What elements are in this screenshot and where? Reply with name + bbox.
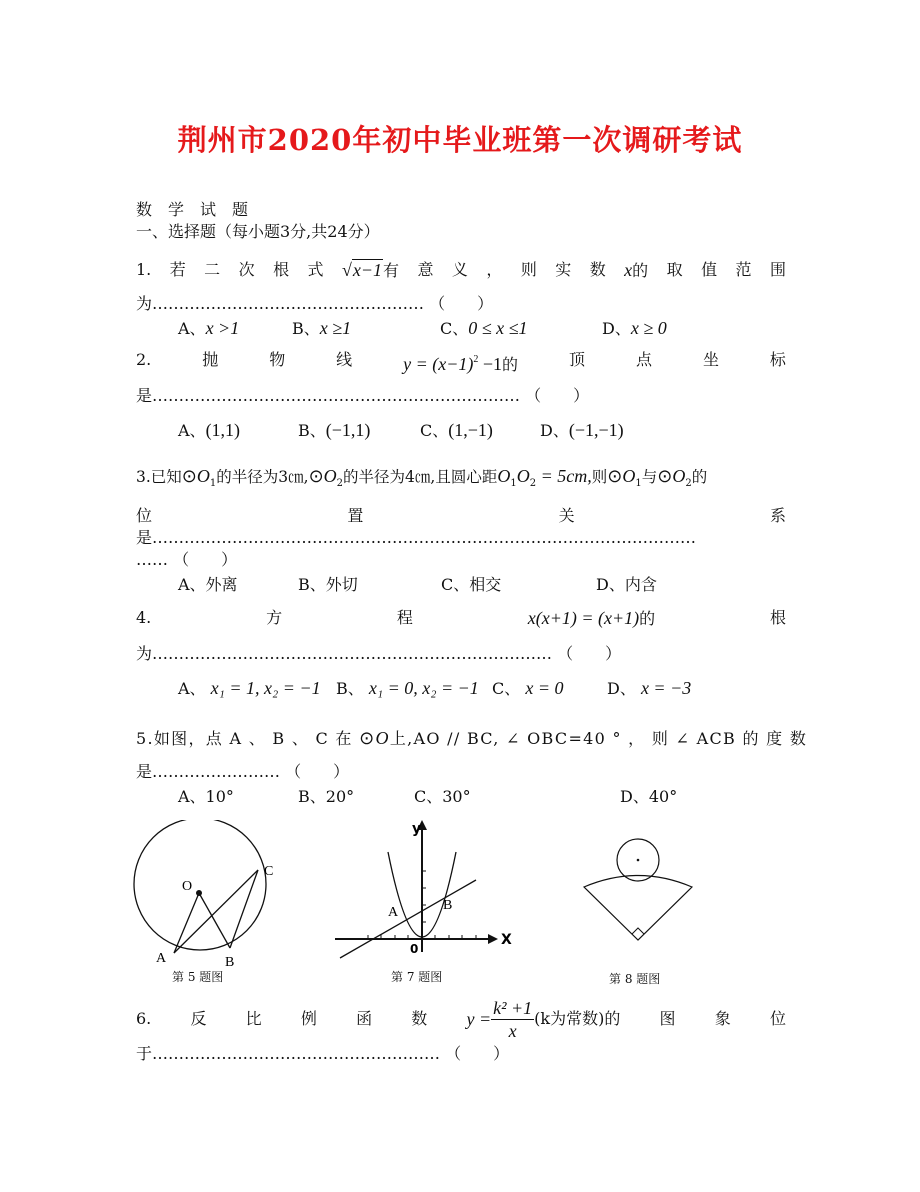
q3-option-c: C、相交 [441,575,502,594]
q3-text: 的半径为3㎝, [216,468,309,486]
q4-option-a [178,678,321,699]
q6-word: 比 [245,1009,262,1028]
q1-number: 1. [136,260,152,279]
q2-line2: 是…………………………………………………………… （ ） [136,386,590,405]
center-point [637,859,640,862]
q4-line1 [136,608,786,629]
q1-word: 范 [735,260,752,279]
formula-part: y = (x−1) [403,354,474,374]
q5-text: 上,AO // BC, ∠ OBC=40 ° ， 则 ∠ ACB 的 度 数 [389,729,808,748]
figure-8-cone-net [578,830,708,965]
option-value: (1,−1) [448,420,493,440]
option-letter: A、 [178,319,206,338]
q1-word: 取 [666,260,683,279]
q3-text: 的 [691,468,708,486]
subscript: 1 [510,478,517,489]
q6-line1 [136,994,786,1044]
circle-name: O [497,466,511,486]
q3-option-b: B、外切 [298,575,358,594]
q1-word: 若 [169,260,186,279]
q6-word: 位 [769,1009,786,1028]
q1-word: 次 [238,260,255,279]
q3-text: 与 [641,468,658,486]
q1-word: 式 [307,260,324,279]
q2-word: 顶 [569,350,586,369]
q1-option-c [440,318,528,339]
q1-word: 则 [520,260,537,279]
circle-name: O [622,466,636,486]
circle-symbol: ⊙ [181,466,197,486]
circle-symbol: ⊙ [308,466,324,486]
figure-8-caption: 第 8 题图 [609,972,661,986]
q4-formula [528,608,655,629]
option-letter: A、 [178,679,206,698]
option-letter: B、 [336,679,364,698]
q1-word: 有 [383,261,400,280]
circle-symbol: ⊙ [657,466,673,486]
option-value: x₁ = 1, x₂ = −1 [210,678,321,698]
q1-word: 义 [451,260,468,279]
option-letter: C、 [492,679,521,698]
q2-option-b [298,420,370,441]
q1-radicand: x−1 [352,260,382,280]
circle-o [134,820,266,950]
option-letter: B、 [292,319,320,338]
q6-number: 6. [136,1009,152,1028]
q6-word: 的 [604,1009,621,1028]
q2-word: 物 [269,350,286,369]
q1-word: 实 [555,260,572,279]
q1-var: x [624,260,633,280]
label-a: A [388,905,399,920]
q4-word: 的 [639,609,656,628]
q3-word: 系 [769,506,786,525]
option-value: x ≥ 0 [630,318,667,338]
q6-word: 数 [411,1009,428,1028]
option-value: (−1,1) [325,420,371,440]
label-a: A [156,951,167,966]
q6-word: 象 [714,1009,731,1028]
q6-line2: 于……………………………………………… （ ） [136,1044,510,1063]
q3-line1 [136,466,707,494]
q3-line2 [136,506,786,526]
q3-line4: …… （ ） [136,550,238,569]
option-value: x = 0 [525,678,564,698]
q1-option-d [602,318,667,339]
q2-option-a [178,420,240,441]
q6-word: 图 [659,1009,676,1028]
q4-word: 根 [769,608,786,627]
circle-symbol: ⊙ [607,466,623,486]
option-value: (1,1) [205,420,241,440]
q1-sqrt: √x−1有 [341,260,400,280]
formula-part: y = [466,1009,492,1029]
label-y: y [412,821,422,837]
q5-line1 [136,728,807,749]
q5-option-a: A、10° [178,787,234,806]
option-letter: D、 [540,421,569,440]
formula-part: −1 [478,354,503,374]
q6-word: 例 [300,1009,317,1028]
center-point [196,890,202,896]
q2-word: 点 [635,350,652,369]
option-letter: D、 [602,319,631,338]
option-letter: A、 [178,421,206,440]
formula-part: (k为常数) [534,1009,605,1028]
option-value: x₁ = 0, x₂ = −1 [368,678,479,698]
figure-5-caption: 第 5 题图 [172,970,224,984]
option-letter: C、 [420,421,449,440]
q5-option-c: C、30° [414,787,471,806]
q3-word: 关 [558,506,575,525]
numerator: k² +1 [493,997,533,1018]
option-value: x >1 [205,318,240,338]
label-b: B [443,898,453,913]
label-c: C [264,864,274,879]
q2-word: 坐 [702,350,719,369]
q1-word: 意 [417,260,434,279]
q4-number: 4. [136,608,152,627]
q5-text: 5.如图，点 A 、 B 、 C 在 [136,729,360,748]
q5-option-b: B、20° [298,787,355,806]
label-x: X [501,932,512,948]
q3-text: 3.已知 [136,468,182,486]
sector [584,876,692,941]
x-axis-arrow [488,934,498,944]
figure-5-circle-diagram [130,820,290,970]
label-origin: 0 [410,942,419,956]
q2-option-d [540,420,624,441]
q1-word: 数 [589,260,606,279]
option-value: 0 ≤ x ≤1 [468,318,528,338]
q3-text: 则 [591,468,608,486]
label-o: O [182,879,193,894]
q1-option-a [178,318,239,339]
subject-heading: 数 学 试 题 [136,200,249,219]
q3-option-a: A、外离 [178,575,238,594]
formula-exponent: 2 [473,354,479,365]
option-letter: B、 [298,421,326,440]
q3-line3: 是………………………………………………………………………………………… [136,528,696,547]
q3-option-d: D、内含 [596,575,657,594]
subscript: 2 [529,478,537,489]
circle-name: O [516,466,530,486]
q1-word: 的 [632,261,649,280]
q2-word: 标 [769,350,786,369]
q3-word: 位 [136,506,153,525]
q1-line1 [136,260,786,281]
circle-name: O [323,466,337,486]
right-angle-mark [632,928,644,934]
q6-word: 函 [356,1009,373,1028]
q2-number: 2. [136,350,152,369]
q3-equation: = 5cm, [536,466,592,486]
fraction [491,997,534,1042]
option-value: x ≥1 [319,318,352,338]
q2-option-c [420,420,493,441]
q1-word: 二 [204,260,221,279]
subscript: 2 [336,478,344,489]
section-heading: 一、选择题（每小题3分,共24分） [136,222,380,241]
subscript: 1 [635,478,642,489]
q2-word: 线 [336,350,353,369]
q2-word: 的 [502,355,519,374]
segment-bc [230,870,258,948]
q6-word: 反 [190,1009,207,1028]
q4-option-b [336,678,479,699]
q3-word: 置 [347,506,364,525]
q5-line2: 是…………………… （ ） [136,762,350,781]
q1-word: 围 [769,260,786,279]
q1-word: 根 [273,260,290,279]
figure-7-caption: 第 7 题图 [391,970,443,984]
circle-symbol: ⊙ [359,728,376,748]
segment-oa [174,893,199,953]
q2-word: 抛 [202,350,219,369]
q1-option-b [292,318,351,339]
segment-ob [199,893,230,948]
q4-option-d [607,678,691,699]
q4-word: 方 [266,608,283,627]
q1-word: ， [486,260,503,279]
option-letter: D、 [607,679,636,698]
line [340,880,476,958]
q2-formula [403,350,518,375]
q5-option-d: D、40° [620,787,678,806]
option-letter: C、 [440,319,469,338]
q4-option-c [492,678,563,699]
circle-name: O [672,466,686,486]
formula-part: x(x+1) = (x+1) [527,608,640,628]
option-value: (−1,−1) [568,420,624,440]
q2-line1 [136,350,786,375]
subscript: 1 [209,478,217,489]
subscript: 2 [685,478,692,489]
page-title: 荆州市2020年初中毕业班第一次调研考试 [177,123,743,157]
q4-word: 程 [396,608,413,627]
circle-name: O [375,728,390,748]
q3-text: 的半径为4㎝,且圆心距 [343,468,498,486]
label-b: B [225,955,235,970]
option-value: x = −3 [640,678,692,698]
circle-name: O [196,466,210,486]
figure-7-graph [330,812,520,962]
q1-word: 值 [701,260,718,279]
denominator: x [508,1020,517,1041]
q1-line2: 为…………………………………………… （ ） [136,294,494,313]
q4-line2: 为………………………………………………………………… （ ） [136,644,622,663]
q6-formula [466,997,620,1042]
